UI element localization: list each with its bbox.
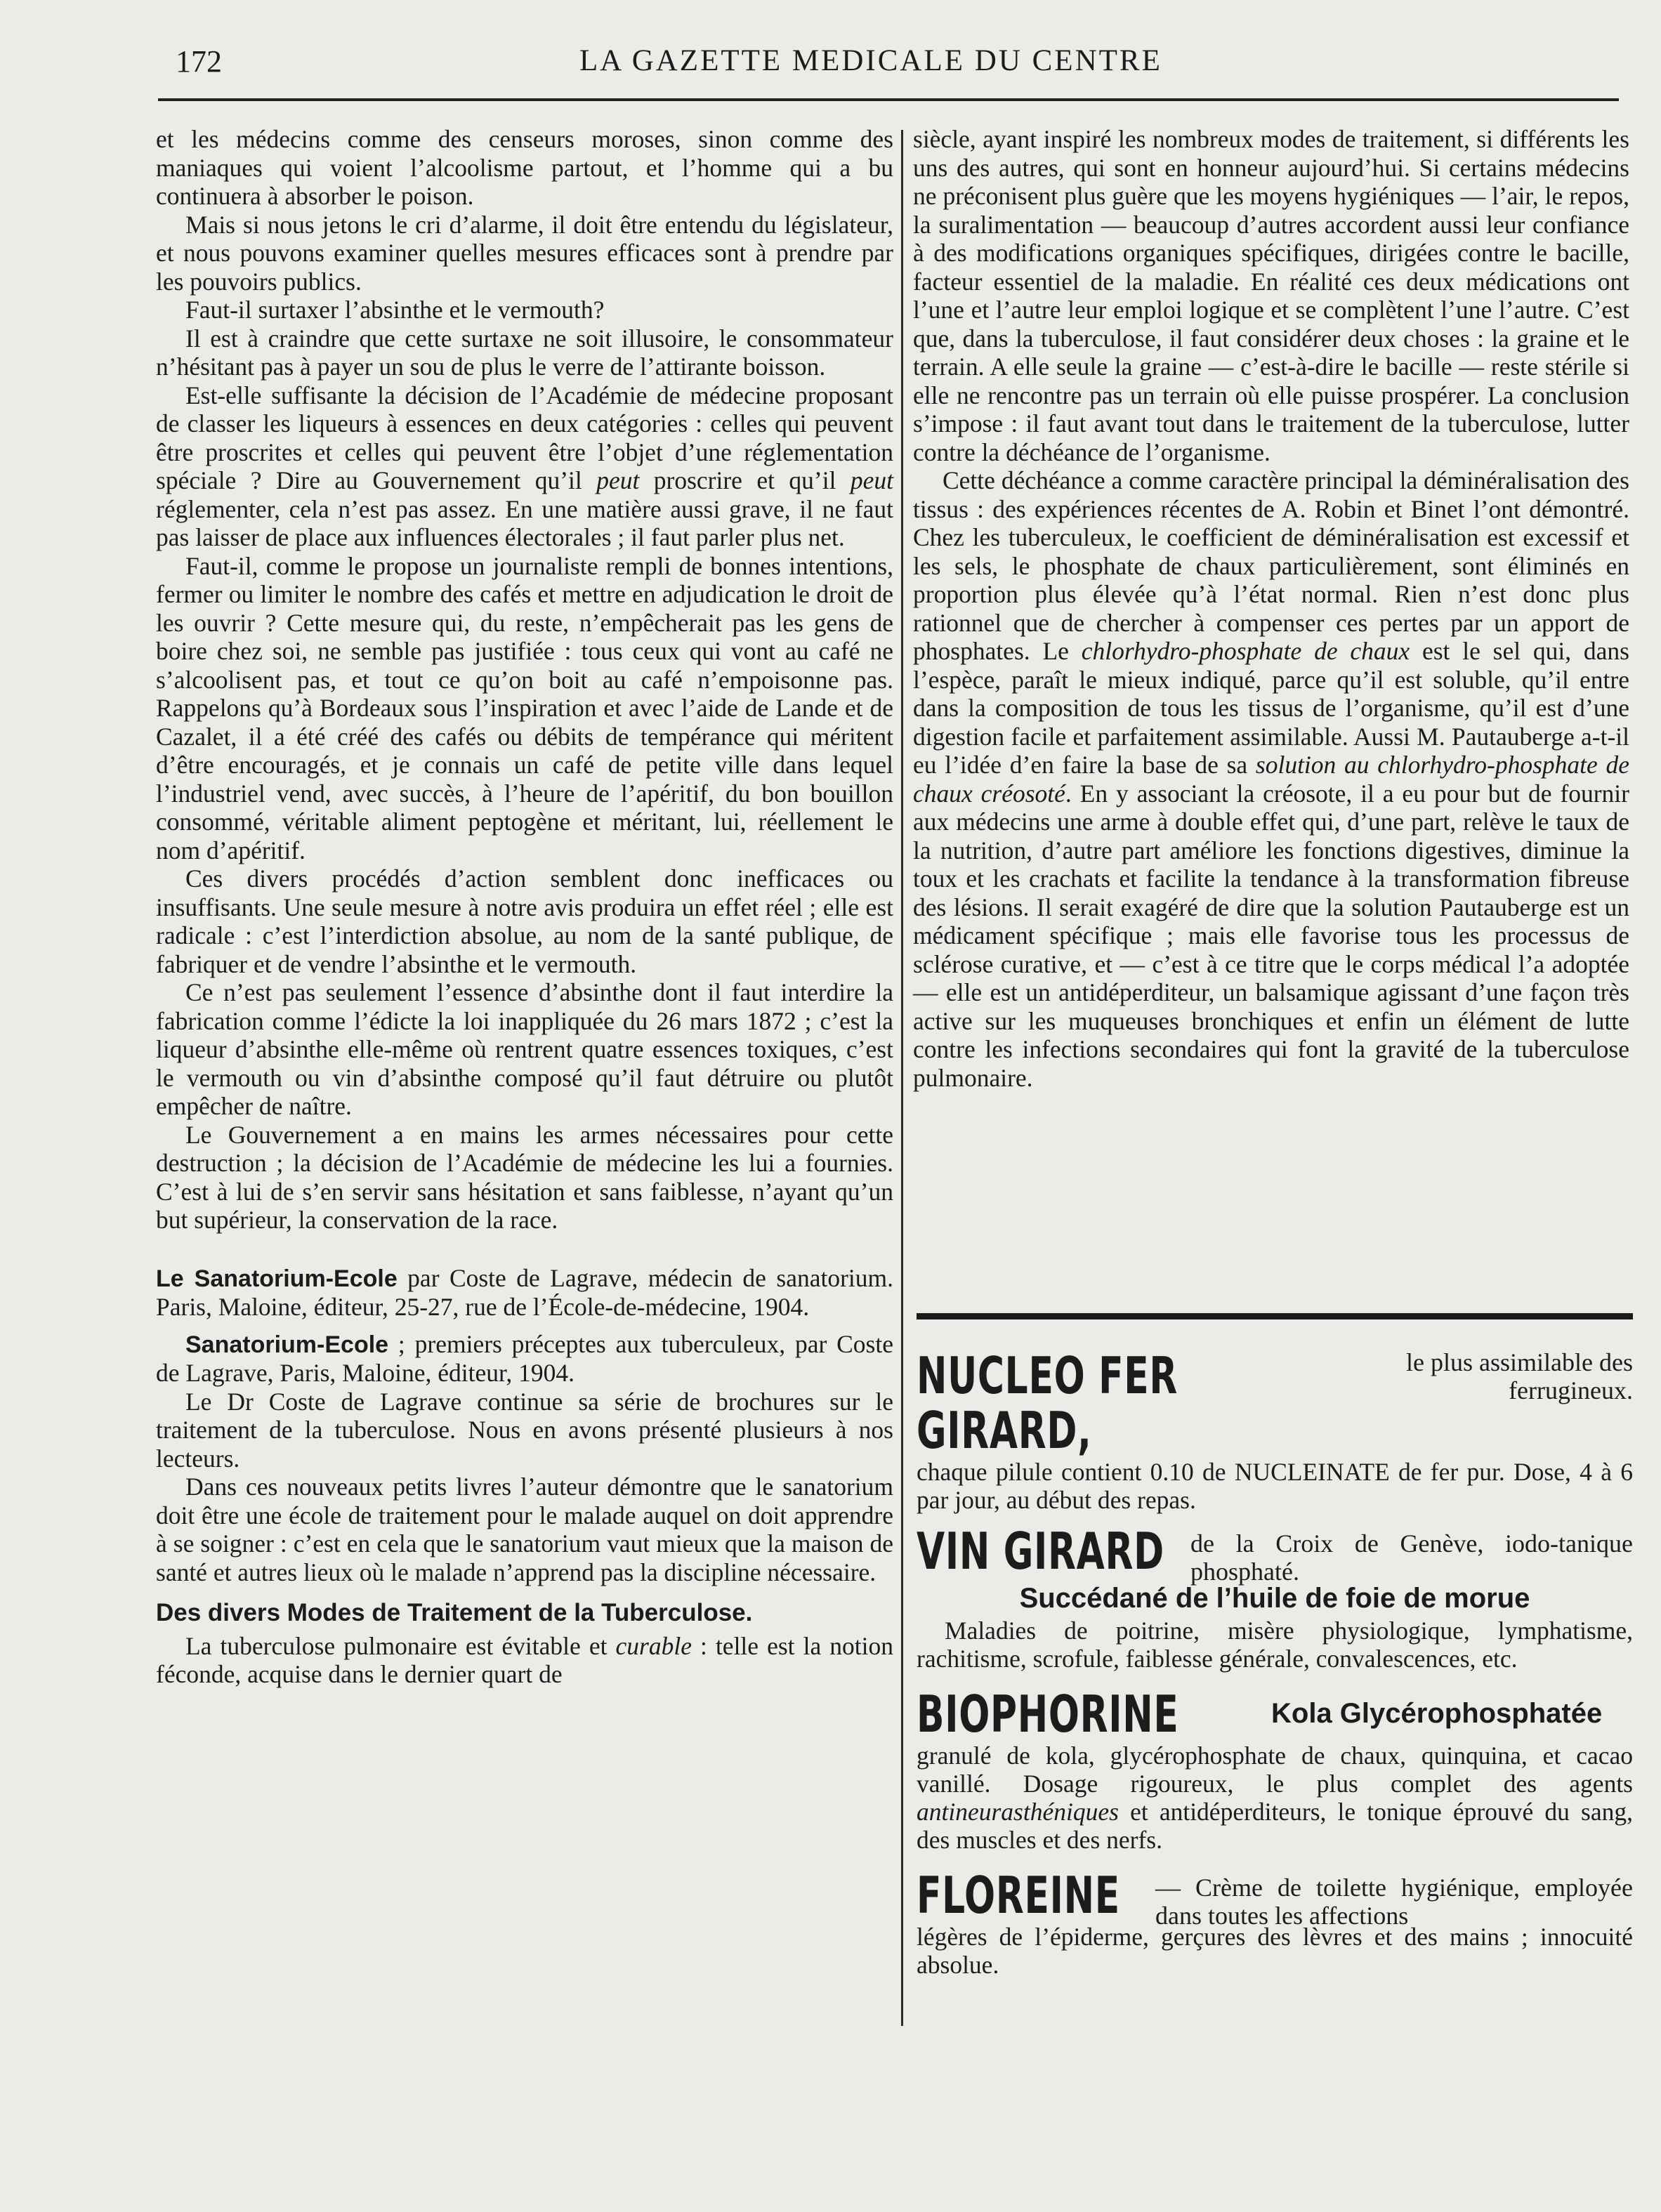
paragraph: Ces divers procédés d’action semblent donc inefficaces ou insuffisants. Une seule mesure à notre avis produira un effet réel ; elle est radicale : c’est l’interdiction absolue, au nom de la santé publique, de fabriquer et de vendre l’absinthe et le vermouth.	[156, 864, 893, 978]
emphasis: solution au chlorhydro-phosphate de chaux créosoté	[913, 751, 1629, 808]
review-title: Sanatorium-Ecole	[185, 1331, 389, 1358]
spacer	[156, 1235, 893, 1264]
ad-biophorine	[917, 1687, 1633, 1854]
book-review: Sanatorium-Ecole ; premiers préceptes aux tuberculeux, par Coste de Lagrave, Paris, Maloine, éditeur, 1904.	[156, 1329, 893, 1387]
emphasis: antineurasthéniques	[917, 1798, 1119, 1826]
running-title: LA GAZETTE MEDICALE DU CENTRE	[579, 44, 1162, 77]
paragraph: Dans ces nouveaux petits livres l’auteur démontre que le sanatorium doit être une école de traitement pour le malade auquel on doit apprendre à se soigner : c’est en cela que le sanatorium vaut mieux que la maison de santé et autres lieux où le malade n’apprend pas la discipline nécessaire.	[156, 1473, 893, 1586]
ad-brand: VIN GIRARD	[917, 1522, 1164, 1581]
review-title: Le Sanatorium-Ecole	[156, 1265, 398, 1292]
page-header	[158, 44, 1619, 93]
section-title: Des divers Modes de Traitement de la Tuberculose.	[156, 1599, 753, 1626]
ad-vin-girard	[917, 1524, 1633, 1673]
ad-nucleo-fer-girard	[917, 1348, 1633, 1514]
ad-body: Maladies de poitrine, misère physiologique, lymphatisme, rachitisme, scrofule, faiblesse générale, convalescences, etc.	[917, 1617, 1633, 1673]
paragraph: Cette déchéance a comme caractère principal la déminéralisation des tissus : des expériences récentes de A. Robin et Binet l’ont démontré. Chez les tuberculeux, le coefficient de déminéralisation est excessif et les sels, le phosphate de chaux particulièrement, sont éliminés en proportion plus élevée qu’à l’état normal. Rien n’est donc plus rationnel que de chercher à compenser ces pertes par un apport de phosphates. Le chlorhydro-phosphate de chaux est le sel qui, dans l’espèce, paraît le mieux indiqué, parce qu’il est soluble, qu’il entre dans la composition de tous les tissus de l’organisme, qu’il est d’une digestion facile et parfaitement assimilable. Aussi M. Pautauberge a-t-il eu l’idée d’en faire la base de sa solution au chlorhydro-phosphate de chaux créosoté. En y associant la créosote, il a eu pour but de fournir aux médecins une arme à double effet qui, d’une part, relève le taux de la nutrition, d’autre part améliore les fonctions digestives, diminue la toux et les crachats et facilite la tendance à la transformation fibreuse des lésions. Il serait exagéré de dire que la solution Pautauberge est un médicament spécifique ; mais elle favorise tous les processus de sclérose curative, et — c’est à ce titre que le corps médical l’a adoptée — elle est un antidéperditeur, un balsamique agissant d’une façon très active sur les muqueuses bronchiques et enfin un élément de lutte contre les infections secondaires qui font la gravité de la tuberculose pulmonaire.	[913, 466, 1630, 1092]
emphasis: chlorhydro-phosphate de chaux	[1081, 637, 1410, 665]
paragraph: Ce n’est pas seulement l’essence d’absinthe dont il faut interdire la fabrication comme l’édicte la loi inappliquée du 26 mars 1872 ; c’est la liqueur d’absinthe elle-même où rentrent quatre essences toxiques, c’est le vermouth ou vin d’absinthe composé qu’il faut détruire ou plutôt empêcher de naître.	[156, 978, 893, 1120]
right-column	[913, 125, 1629, 1092]
paragraph: Il est à craindre que cette surtaxe ne soit illusoire, le consommateur n’hésitant pas à payer un sou de plus le verre de l’attirante boisson.	[156, 324, 893, 381]
emphasis: peut	[596, 466, 640, 494]
ad-subtitle: Succédané de l’huile de foie de morue	[1019, 1583, 1530, 1614]
column-divider	[901, 130, 903, 2026]
paragraph: Le Dr Coste de Lagrave continue sa série de brochures sur le traitement de la tuberculose. Nous en avons présenté plusieurs à nos lecteurs.	[156, 1387, 893, 1473]
ad-tagline: le plus assimilable des ferrugineux.	[1406, 1348, 1633, 1404]
ad-body: granulé de kola, glycérophosphate de chaux, quinquina, et cacao vanillé. Dosage rigoureux, le plus complet des agents antineurasthéniques et antidéperditeurs, le tonique éprouvé du sang, des muscles et des nerfs.	[917, 1742, 1633, 1854]
ad-brand: FLOREINE	[917, 1866, 1120, 1925]
paragraph: Mais si nous jetons le cri d’alarme, il doit être entendu du législateur, et nous pouvons examiner quelles mesures efficaces sont à prendre par les pouvoirs publics.	[156, 210, 893, 296]
emphasis: curable	[615, 1631, 692, 1660]
advertisements	[917, 1348, 1633, 1979]
left-column	[156, 125, 893, 1689]
paragraph: siècle, ayant inspiré les nombreux modes de traitement, si différents les uns des autres, qui sont en honneur aujourd’hui. Si certains médecins ne préconisent plus guère que les moyens hygiéniques — l’air, le repos, la suralimentation — beaucoup d’autres accordent aussi leur confiance à des modifications organiques spécifiques, dirigées contre le bacille, facteur essentiel de la maladie. En réalité ces deux médications ont l’une et l’autre leur emploi logique et se complètent l’une l’autre. C’est que, dans la tuberculose, il faut considérer deux choses : la graine et le terrain. A elle seule la graine — c’est-à-dire le bacille — reste stérile si elle ne rencontre pas un terrain où elle puisse prospérer. La conclusion s’impose : il faut avant tout dans le traitement de la tuberculose, lutter contre la déchéance de l’organisme.	[913, 125, 1629, 466]
header-rule	[158, 98, 1619, 101]
ad-tagline: de la Croix de Genève, iodo-tanique phosphaté.	[1190, 1529, 1633, 1586]
advertisement-rule	[917, 1313, 1633, 1319]
paragraph: Faut-il, comme le propose un journaliste rempli de bonnes intentions, fermer ou limiter le nombre des cafés et mettre en adjudication le droit de les ouvrir ? Cette mesure qui, du reste, n’empêcherait pas les gens de boire chez soi, ne semble pas justifiée : tous ceux qui vont au café ne s’alcoolisent pas, et tout ce qu’on boit au café n’empoisonne pas. Rappelons qu’à Bordeaux sous l’inspiration et avec l’aide de Lande et de Cazalet, il a été créé des cafés ou débits de tempérance qui méritent d’être encouragés, et je connais un café de petite ville dans lequel l’industriel vend, avec succès, à l’heure de l’apéritif, du bon bouillon consommé, véritable aliment peptogène et méritant, lui, réellement le nom d’apéritif.	[156, 551, 893, 864]
ad-body: légères de l’épiderme, gerçures des lèvres et des mains ; innocuité absolue.	[917, 1923, 1633, 1979]
book-review: Le Sanatorium-Ecole par Coste de Lagrave, médecin de sanatorium. Paris, Maloine, éditeur, 25-27, rue de l’École-de-médecine, 1904.	[156, 1263, 893, 1321]
paragraph: et les médecins comme des censeurs moroses, sinon comme des maniaques qui voient l’alcoolisme partout, et l’homme qui a bu continuera à absorber le poison.	[156, 125, 893, 210]
ad-tagline: Kola Glycérophosphatée	[1271, 1698, 1603, 1729]
ad-body: chaque pilule contient 0.10 de NUCLEINATE de fer pur. Dose, 4 à 6 par jour, au début des repas.	[917, 1458, 1633, 1514]
ad-brand: BIOPHORINE	[917, 1685, 1179, 1744]
paragraph: Est-elle suffisante la décision de l’Académie de médecine proposant de classer les liqueurs à essences en deux catégories : celles qui peuvent être proscrites et celles qui peuvent être l’objet d’une réglementation spéciale ? Dire au Gouvernement qu’il peut proscrire et qu’il peut réglementer, cela n’est pas assez. En une matière aussi grave, il ne faut pas laisser de place aux influences électorales ; il faut parler plus net.	[156, 381, 893, 551]
paragraph: La tuberculose pulmonaire est évitable et curable : telle est la notion féconde, acquise dans le dernier quart de	[156, 1631, 893, 1688]
ad-floreine	[917, 1868, 1633, 1979]
ad-brand: NUCLEO FER GIRARD,	[917, 1346, 1179, 1460]
ad-tagline: — Crème de toilette hygiénique, employée dans toutes les affections	[1155, 1874, 1633, 1930]
paragraph: Le Gouvernement a en mains les armes nécessaires pour cette destruction ; la décision de l’Académie de médecine les lui a fournies. C’est à lui de s’en servir sans hésitation et sans faiblesse, n’ayant qu’un but supérieur, la conservation de la race.	[156, 1120, 893, 1234]
emphasis: peut	[850, 466, 893, 494]
paragraph: Faut-il surtaxer l’absinthe et le vermouth?	[185, 296, 605, 324]
page-number: 172	[176, 44, 222, 79]
